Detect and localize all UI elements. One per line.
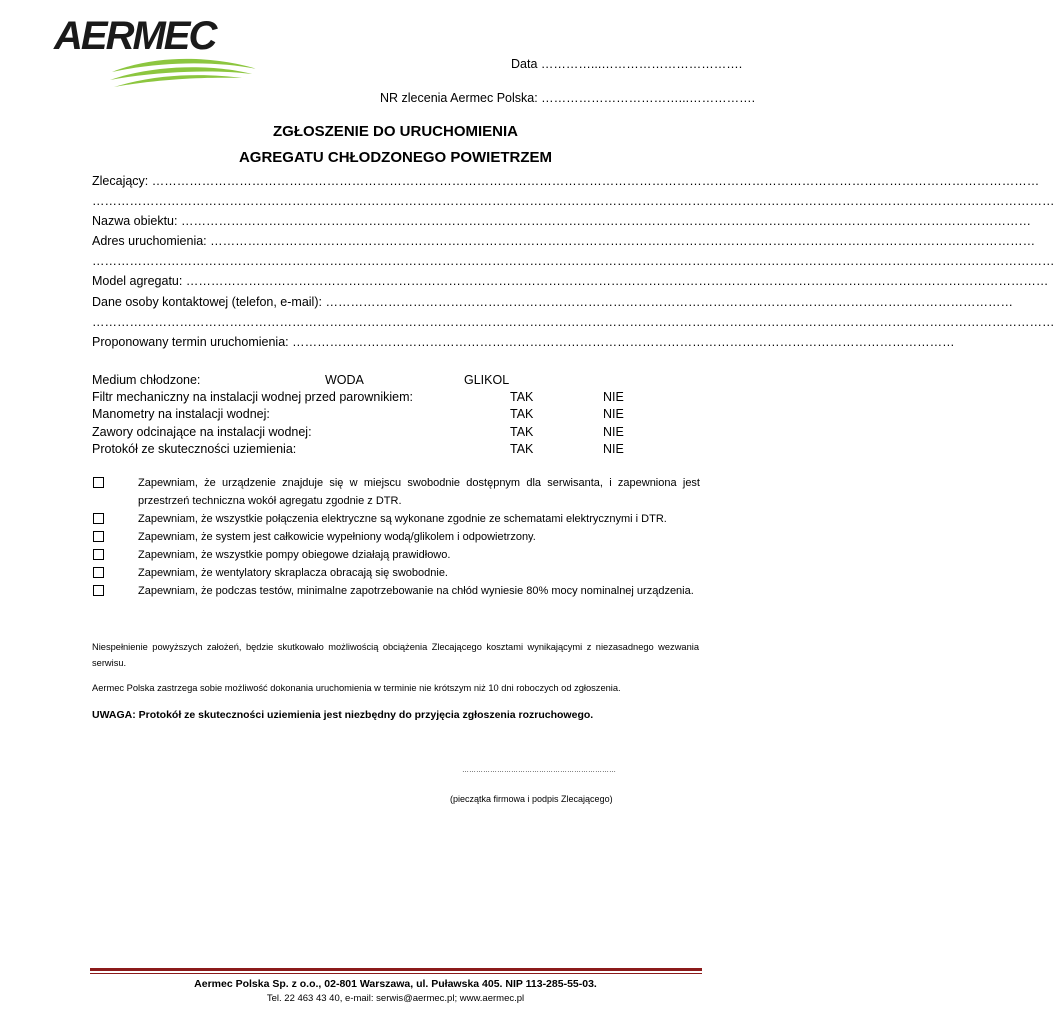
proposed-date-label: Proponowany termin uruchomienia: — [92, 335, 289, 349]
question-valves-no[interactable]: NIE — [603, 425, 624, 439]
proposed-date-field[interactable]: Proponowany termin uruchomienia: …………………………………………………………………………………………………………………………………………… — [92, 335, 955, 349]
question-valves: Zawory odcinające na instalacji wodnej: — [92, 425, 312, 439]
footer-company: Aermec Polska Sp. z o.o., 02-801 Warszawa, ul. Puławska 405. NIP 113-285-55-03. — [194, 978, 597, 990]
checkbox-cooling-demand-text: Zapewniam, że podczas testów, minimalne zapotrzebowanie na chłód wyniesie 80% mocy nominalnej urządzenia. — [138, 585, 694, 597]
model-field[interactable]: Model agregatu: ……………………………………………………………………………………………………………………………………………………………………………………… — [92, 274, 1049, 288]
signature-line[interactable]: ………………………………………………………… — [462, 767, 616, 774]
checkbox-access[interactable] — [93, 477, 104, 488]
form-title-line1: ZGŁOSZENIE DO URUCHOMIENIA — [272, 123, 518, 140]
checkbox-cooling-demand[interactable] — [93, 585, 104, 596]
object-name-field[interactable]: Nazwa obiektu: …………………………………………………………………………………………………………………………………………………………………………………… — [92, 214, 1031, 228]
aermec-logo — [52, 14, 262, 89]
note-lead-time: Aermec Polska zastrzega sobie możliwość dokonania uruchomienia w terminie nie krótszym niż 10 dni roboczych od zgłoszenia. — [92, 683, 621, 693]
contact-field[interactable]: Dane osoby kontaktowej (telefon, e-mail): ………………………………………………………………………………………………………………………………………………… — [92, 295, 1013, 309]
checkbox-system-filled[interactable] — [93, 531, 104, 542]
form-title-line2: AGREGATU CHŁODZONEGO POWIETRZEM — [238, 149, 553, 166]
checkbox-fans[interactable] — [93, 567, 104, 578]
logo-swoosh-icon — [52, 14, 262, 89]
footer-divider-thin — [90, 973, 702, 974]
footer-contact: Tel. 22 463 43 40, e-mail: serwis@aermec.pl; www.aermec.pl — [266, 993, 525, 1004]
question-grounding: Protokół ze skuteczności uziemienia: — [92, 442, 297, 456]
checkbox-system-filled-text: Zapewniam, że system jest całkowicie wypełniony wodą/glikolem i odpowietrzony. — [138, 531, 536, 543]
checkbox-electrical[interactable] — [93, 513, 104, 524]
question-grounding-no[interactable]: NIE — [603, 442, 624, 456]
date-field[interactable]: Data …………...……………………………. — [511, 57, 743, 71]
signature-caption: (pieczątka firmowa i podpis Zlecającego) — [450, 794, 613, 804]
question-grounding-yes[interactable]: TAK — [510, 442, 534, 456]
orderer-field-continued[interactable]: …………………………………………………………………………………………………………………………………………………………………………………………………………… — [92, 194, 1055, 208]
question-valves-yes[interactable]: TAK — [510, 425, 534, 439]
checkbox-access-text: Zapewniam, że urządzenie znajduje się w miejscu swobodnie dostępnym dla serwisanta, i zapewniona jest przestrzeń techniczna wokół agregatu zgodnie z DTR. — [138, 477, 700, 507]
contact-field-continued[interactable]: …………………………………………………………………………………………………………………………………………………………………………………………………………… — [92, 315, 1055, 329]
address-field[interactable]: Adres uruchomienia: ……………………………………………………………………………………………………………………………………………………………………………… — [92, 234, 1036, 248]
question-filter-yes[interactable]: TAK — [510, 390, 534, 404]
question-filter: Filtr mechaniczny na instalacji wodnej przed parownikiem: — [92, 390, 413, 404]
footer-divider — [90, 968, 702, 971]
medium-label: Medium chłodzone: — [92, 373, 201, 387]
contact-label: Dane osoby kontaktowej (telefon, e-mail): — [92, 295, 322, 309]
model-label: Model agregatu: — [92, 274, 183, 288]
address-field-continued[interactable]: …………………………………………………………………………………………………………………………………………………………………………………………………………… — [92, 254, 1055, 268]
question-manometers-no[interactable]: NIE — [603, 407, 624, 421]
checkbox-pumps[interactable] — [93, 549, 104, 560]
question-filter-no[interactable]: NIE — [603, 390, 624, 404]
checkbox-electrical-text: Zapewniam, że wszystkie połączenia elektryczne są wykonane zgodnie ze schematami elektrycznymi i DTR. — [138, 513, 667, 525]
checkbox-fans-text: Zapewniam, że wentylatory skraplacza obracają się swobodnie. — [138, 567, 448, 579]
note-non-compliance: Niespełnienie powyższych założeń, będzie skutkowało możliwością obciążenia Zlecającego kosztami wynikającymi z niezasadnego wezwania serwisu. — [92, 642, 699, 668]
order-number-field[interactable]: NR zlecenia Aermec Polska: ……………………………...……………. — [380, 91, 756, 105]
medium-option-glycol[interactable]: GLIKOL — [464, 373, 510, 387]
orderer-label: Zlecający: — [92, 174, 149, 188]
orderer-field[interactable]: Zlecający: …………………………………………………………………………………………………………………………………………………………………………………………… — [92, 174, 1040, 188]
warning-note: UWAGA: Protokół ze skuteczności uziemienia jest niezbędny do przyjęcia zgłoszenia rozruchowego. — [92, 709, 594, 721]
object-name-label: Nazwa obiektu: — [92, 214, 178, 228]
question-manometers-yes[interactable]: TAK — [510, 407, 534, 421]
checkbox-pumps-text: Zapewniam, że wszystkie pompy obiegowe działają prawidłowo. — [138, 549, 451, 561]
medium-option-water[interactable]: WODA — [325, 373, 364, 387]
address-label: Adres uruchomienia: — [92, 234, 207, 248]
question-manometers: Manometry na instalacji wodnej: — [92, 407, 270, 421]
logo-text: AERMEC — [54, 14, 216, 58]
